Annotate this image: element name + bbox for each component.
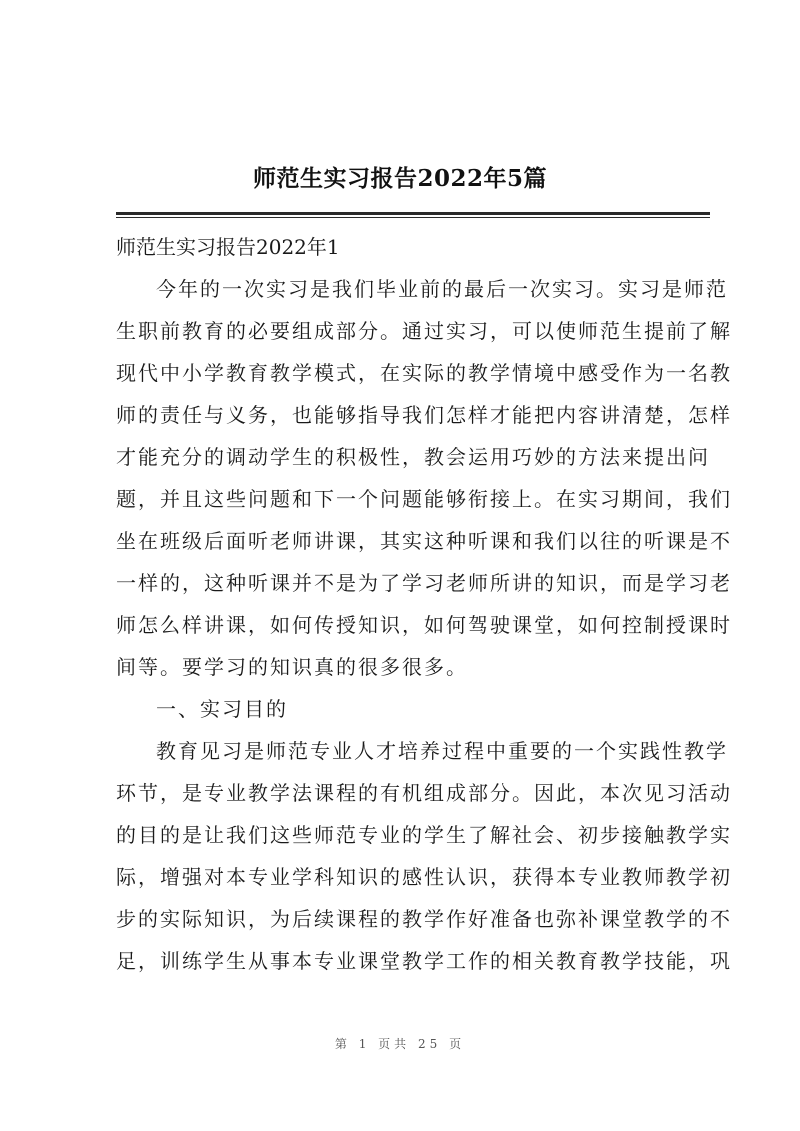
- title-rule-thick: [116, 212, 710, 215]
- paragraph-line: 今年的一次实习是我们毕业前的最后一次实习。实习是师范: [156, 277, 728, 301]
- paragraph-line: 足，训练学生从事本专业课堂教学工作的相关教育教学技能，巩: [116, 949, 732, 973]
- document-title: 师范生实习报告2022年5篇: [252, 165, 548, 192]
- paragraph-line: 师的责任与义务，也能够指导我们怎样才能把内容讲清楚，怎样: [116, 403, 732, 427]
- paragraph-line: 师怎么样讲课，如何传授知识，如何驾驶课堂，如何控制授课时: [116, 613, 732, 637]
- paragraph-line: 题，并且这些问题和下一个问题能够衔接上。在实习期间，我们: [116, 487, 732, 511]
- paragraph-line: 坐在班级后面听老师讲课，其实这种听课和我们以往的听课是不: [116, 529, 732, 553]
- title-rule-thin: [116, 217, 710, 218]
- paragraph-line: 步的实际知识，为后续课程的教学作好准备也弥补课堂教学的不: [116, 907, 732, 931]
- paragraph-line: 现代中小学教育教学模式，在实际的教学情境中感受作为一名教: [116, 361, 732, 385]
- report-subheading: 师范生实习报告2022年1: [116, 235, 340, 259]
- paragraph-line: 才能充分的调动学生的积极性，教会运用巧妙的方法来提出问: [116, 445, 710, 469]
- paragraph-line: 环节，是专业教学法课程的有机组成部分。因此，本次见习活动: [116, 781, 732, 805]
- paragraph-line: 生职前教育的必要组成部分。通过实习，可以使师范生提前了解: [116, 319, 732, 343]
- paragraph-line: 的目的是让我们这些师范专业的学生了解社会、初步接触教学实: [116, 823, 732, 847]
- page-number-footer: 第 1 页共 25 页: [334, 1037, 466, 1051]
- section-heading: 一、实习目的: [156, 697, 288, 721]
- paragraph-line: 一样的，这种听课并不是为了学习老师所讲的知识，而是学习老: [116, 571, 732, 595]
- paragraph-line: 际，增强对本专业学科知识的感性认识，获得本专业教师教学初: [116, 865, 732, 889]
- paragraph-line: 间等。要学习的知识真的很多很多。: [116, 655, 468, 679]
- paragraph-line: 教育见习是师范专业人才培养过程中重要的一个实践性教学: [156, 739, 728, 763]
